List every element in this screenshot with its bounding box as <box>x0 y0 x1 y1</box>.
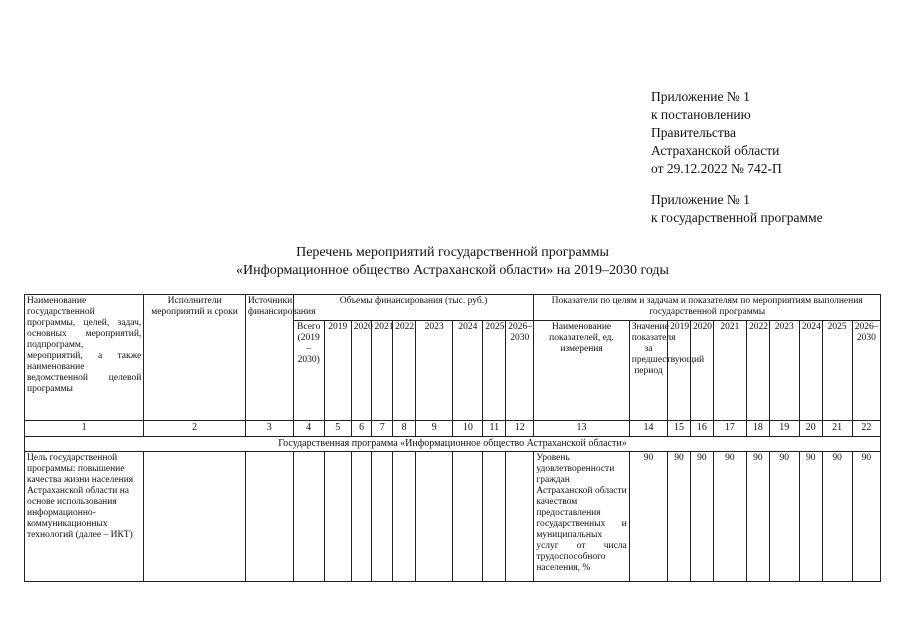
appendix-line: к постановлению <box>651 107 751 122</box>
column-number: 7 <box>372 421 393 437</box>
header-year: 2022 <box>393 321 416 421</box>
header-year: 2019 <box>324 321 351 421</box>
appendix-line: Приложение № 1 <box>651 192 750 207</box>
header-base-value: Значение показателя за предшествующий период <box>629 321 667 421</box>
appendix-line: Правительства <box>651 125 736 140</box>
empty-cell <box>453 452 483 582</box>
column-number: 11 <box>483 421 506 437</box>
empty-cell <box>245 452 293 582</box>
column-number: 8 <box>393 421 416 437</box>
measures-table <box>24 294 881 582</box>
value-cell: 90 <box>769 452 799 582</box>
value-cell: 90 <box>690 452 713 582</box>
empty-cell <box>144 452 246 582</box>
title-line-1: Перечень мероприятий государственной программы <box>296 245 609 260</box>
header-year: 2023 <box>415 321 452 421</box>
empty-cell <box>483 452 506 582</box>
header-year: 2023 <box>769 321 799 421</box>
header-executors: Исполнители мероприятий и сроки <box>144 295 246 421</box>
column-number: 20 <box>799 421 822 437</box>
value-cell: 90 <box>799 452 822 582</box>
column-number: 22 <box>852 421 880 437</box>
column-number: 9 <box>415 421 452 437</box>
empty-cell <box>324 452 351 582</box>
empty-cell <box>415 452 452 582</box>
header-year: 2020 <box>351 321 372 421</box>
value-cell: 90 <box>713 452 746 582</box>
value-cell: 90 <box>668 452 691 582</box>
title-line-2: «Информационное общество Астраханской области» на 2019–2030 годы <box>236 263 669 278</box>
header-year: 2019 <box>668 321 691 421</box>
header-indicators: Показатели по целям и задачам и показателям по мероприятиям выполнения государственной программы <box>534 295 881 321</box>
document-title <box>0 244 905 280</box>
program-row: Государственная программа «Информационное общество Астраханской области» <box>25 437 881 452</box>
header-program-name: Наименование государственной программы, целей, задач, основных мероприятий, подпрограмм, мероприятий, а также наименование ведомственной целевой программы <box>25 295 144 421</box>
header-year: 2024 <box>799 321 822 421</box>
column-number: 19 <box>769 421 799 437</box>
header-year: 2020 <box>690 321 713 421</box>
value-cell: 90 <box>852 452 880 582</box>
header-year: 2022 <box>746 321 769 421</box>
appendix-line: к государственной программе <box>651 210 823 225</box>
column-number: 4 <box>293 421 324 437</box>
appendix-line: от 29.12.2022 № 742-П <box>651 161 782 176</box>
header-indicator-name: Наименование показателей, ед. измерения <box>534 321 629 421</box>
column-number: 2 <box>144 421 246 437</box>
column-number: 14 <box>629 421 667 437</box>
column-number: 1 <box>25 421 144 437</box>
header-year: 2021 <box>372 321 393 421</box>
indicator-cell: Уровень удовлетворенности граждан Астраханской области качеством предоставления государственных и муниципальных услуг от числа трудоспособного населения, % <box>534 452 629 582</box>
column-number: 3 <box>245 421 293 437</box>
column-number: 15 <box>668 421 691 437</box>
header-year: 2025 <box>483 321 506 421</box>
value-cell: 90 <box>746 452 769 582</box>
column-number: 21 <box>822 421 852 437</box>
appendix-line: Астраханской области <box>651 143 780 158</box>
empty-cell <box>351 452 372 582</box>
column-number: 18 <box>746 421 769 437</box>
goal-cell: Цель государственной программы: повышение качества жизни населения Астраханской области на основе использования информационно-коммуникационных технологий (далее – ИКТ) <box>25 452 144 582</box>
column-number: 6 <box>351 421 372 437</box>
header-year: 2026–2030 <box>852 321 880 421</box>
column-number: 16 <box>690 421 713 437</box>
column-number: 5 <box>324 421 351 437</box>
header-year: 2026–2030 <box>506 321 534 421</box>
column-number: 17 <box>713 421 746 437</box>
column-number: 10 <box>453 421 483 437</box>
header-year: 2021 <box>713 321 746 421</box>
header-year: 2024 <box>453 321 483 421</box>
header-year: 2025 <box>822 321 852 421</box>
appendix-block-2 <box>651 191 823 227</box>
column-number: 13 <box>534 421 629 437</box>
column-number: 12 <box>506 421 534 437</box>
value-cell: 90 <box>629 452 667 582</box>
empty-cell <box>293 452 324 582</box>
empty-cell <box>393 452 416 582</box>
appendix-line: Приложение № 1 <box>651 89 750 104</box>
header-financing: Объемы финансирования (тыс. руб.) <box>293 295 534 321</box>
empty-cell <box>372 452 393 582</box>
empty-cell <box>506 452 534 582</box>
value-cell: 90 <box>822 452 852 582</box>
header-total: Всего (2019 – 2030) <box>293 321 324 421</box>
header-sources: Источники финансирования <box>245 295 293 421</box>
appendix-block <box>651 88 782 178</box>
